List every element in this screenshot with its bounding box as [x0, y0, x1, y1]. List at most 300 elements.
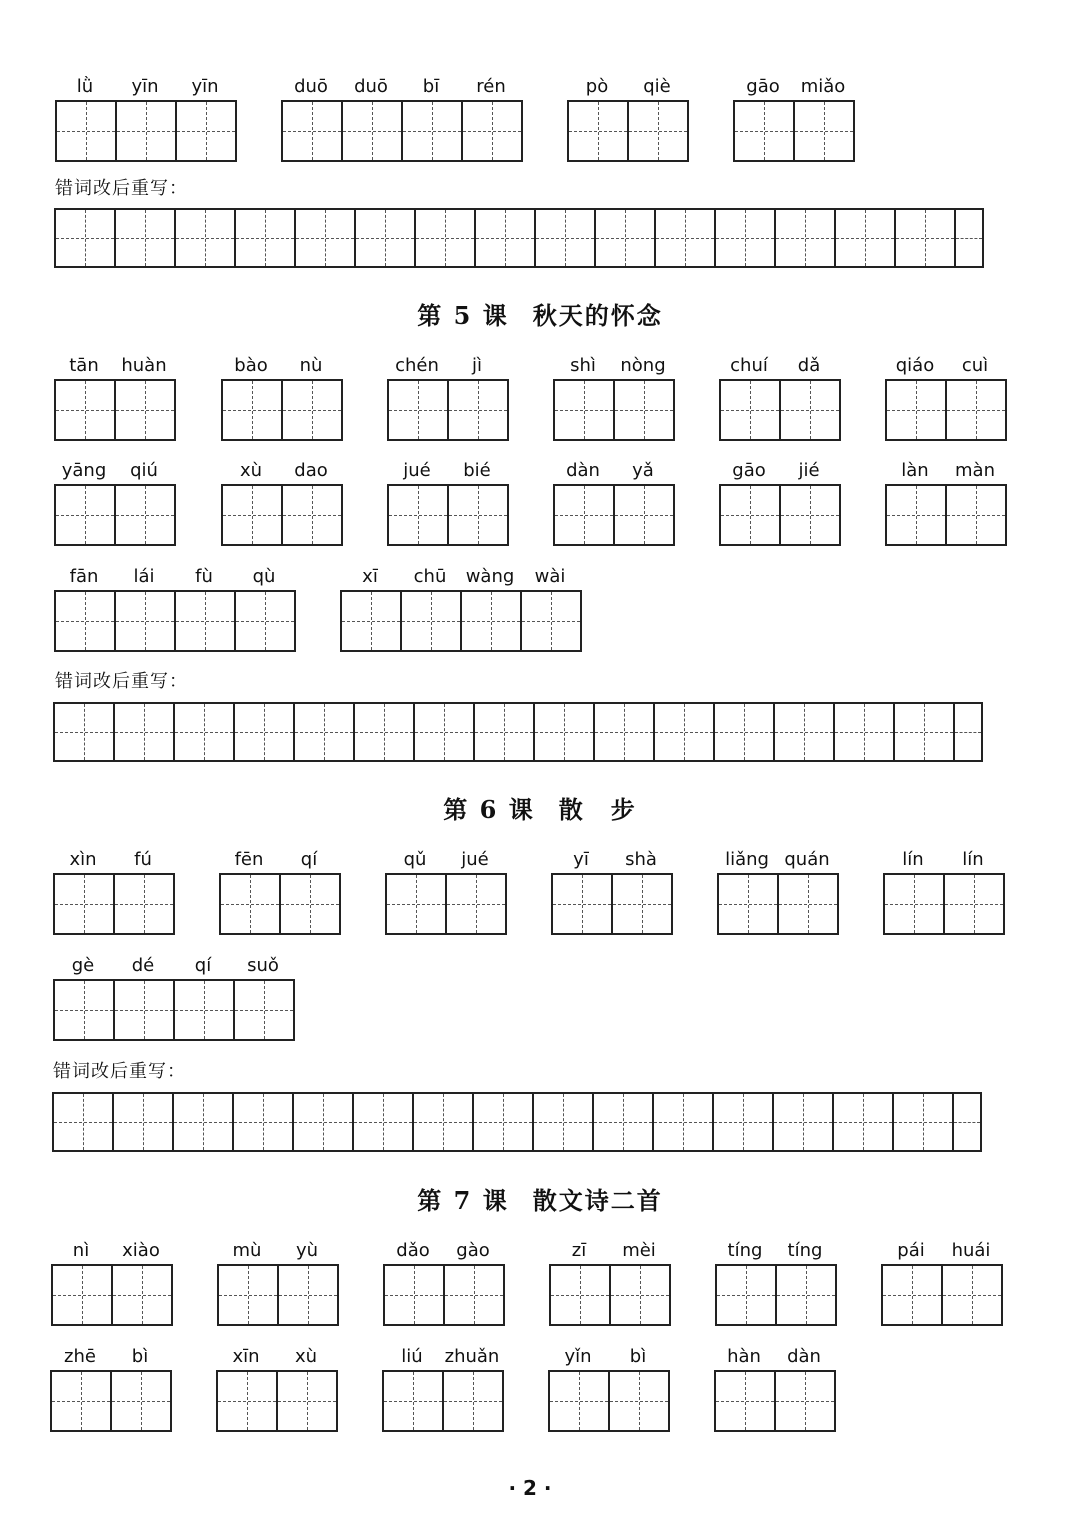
writing-cell[interactable]: [534, 1094, 594, 1150]
pinyin: gè: [71, 955, 95, 976]
writing-grid[interactable]: [567, 100, 689, 162]
writing-cell[interactable]: [55, 875, 115, 933]
pinyin: qù: [252, 566, 276, 587]
pinyin: wài: [534, 566, 566, 587]
pinyin: liǎng: [725, 849, 769, 870]
word-group: [387, 353, 509, 441]
pinyin: jué: [461, 849, 489, 870]
rewrite-label: 错词改后重写：: [55, 178, 188, 199]
writing-cell[interactable]: [947, 486, 1005, 544]
writing-grid[interactable]: [714, 1370, 836, 1432]
pinyin: shì: [570, 355, 596, 376]
writing-grid[interactable]: [883, 873, 1005, 935]
writing-grid[interactable]: [50, 1370, 172, 1432]
pinyin: huái: [951, 1240, 991, 1261]
pinyin: yīn: [191, 76, 219, 97]
pinyin: fēn: [234, 849, 264, 870]
pinyin-row: [281, 74, 523, 100]
writing-cell[interactable]: [115, 875, 173, 933]
page-number: · 2 ·: [508, 1476, 552, 1500]
writing-cell[interactable]: [836, 210, 896, 266]
pinyin: nù: [299, 355, 323, 376]
writing-cell[interactable]: [112, 1372, 170, 1430]
word-group: [551, 847, 673, 935]
pinyin-row: [55, 74, 237, 100]
writing-cell[interactable]: [415, 704, 475, 760]
pinyin: zhē: [64, 1346, 96, 1367]
pinyin: liú: [401, 1346, 423, 1367]
writing-cell[interactable]: [714, 1094, 774, 1150]
writing-cell[interactable]: [283, 486, 341, 544]
word-group: [717, 847, 839, 935]
pinyin: suǒ: [247, 955, 279, 976]
writing-cell[interactable]: [236, 592, 294, 650]
pinyin-row: [567, 74, 689, 100]
writing-cell[interactable]: [594, 1094, 654, 1150]
pinyin: dàn: [566, 460, 600, 481]
word-group: [567, 74, 689, 162]
writing-cell[interactable]: [174, 1094, 234, 1150]
pinyin: chū: [413, 566, 447, 587]
writing-cell[interactable]: [115, 704, 175, 760]
writing-cell[interactable]: [779, 875, 837, 933]
writing-cell[interactable]: [550, 1372, 610, 1430]
pinyin: cuì: [961, 355, 989, 376]
writing-grid[interactable]: [216, 1370, 338, 1432]
pinyin: màn: [955, 460, 995, 481]
writing-cell[interactable]: [221, 875, 281, 933]
pinyin: mèi: [622, 1240, 656, 1261]
writing-cell[interactable]: [615, 381, 673, 439]
pinyin: yǎ: [632, 460, 654, 481]
pinyin: zī: [571, 1240, 587, 1261]
writing-cell[interactable]: [116, 486, 174, 544]
pinyin: bì: [629, 1346, 647, 1367]
writing-cell[interactable]: [954, 1094, 980, 1150]
writing-grid[interactable]: [553, 379, 675, 441]
pinyin: lái: [133, 566, 155, 587]
writing-cell[interactable]: [716, 210, 776, 266]
word-group: [53, 847, 175, 935]
pinyin: dàn: [787, 1346, 821, 1367]
lesson-title: [0, 790, 1080, 825]
pinyin: dé: [131, 955, 155, 976]
writing-cell[interactable]: [795, 102, 853, 160]
lesson-name: 秋天的怀念: [532, 301, 663, 330]
writing-cell[interactable]: [775, 704, 835, 760]
word-group: [217, 1238, 339, 1326]
pinyin: duō: [354, 76, 388, 97]
writing-cell[interactable]: [474, 1094, 534, 1150]
word-group: [553, 458, 675, 546]
writing-cell[interactable]: [776, 1372, 834, 1430]
writing-cell[interactable]: [475, 704, 535, 760]
writing-cell[interactable]: [447, 875, 505, 933]
writing-cell[interactable]: [389, 381, 449, 439]
word-group: [387, 458, 509, 546]
pinyin: dǎo: [396, 1240, 430, 1261]
writing-cell[interactable]: [535, 704, 595, 760]
writing-cell[interactable]: [445, 1266, 503, 1324]
pinyin: xìn: [69, 849, 97, 870]
pinyin: quán: [784, 849, 830, 870]
writing-cell[interactable]: [414, 1094, 474, 1150]
writing-cell[interactable]: [777, 1266, 835, 1324]
word-group: [221, 458, 343, 546]
writing-grid[interactable]: [387, 379, 509, 441]
writing-cell[interactable]: [236, 210, 296, 266]
pinyin: tíng: [727, 1240, 763, 1261]
pinyin: tān: [69, 355, 99, 376]
pinyin: shà: [625, 849, 657, 870]
pinyin: tíng: [787, 1240, 823, 1261]
pinyin: gào: [456, 1240, 490, 1261]
writing-cell[interactable]: [596, 210, 656, 266]
word-group: [385, 847, 507, 935]
writing-grid[interactable]: [340, 590, 582, 652]
writing-cell[interactable]: [176, 210, 236, 266]
pinyin: fān: [69, 566, 99, 587]
writing-grid[interactable]: [54, 484, 176, 546]
writing-cell[interactable]: [56, 592, 116, 650]
pinyin: yāng: [61, 460, 107, 481]
pinyin: yǐn: [564, 1346, 592, 1367]
writing-grid[interactable]: [385, 873, 507, 935]
writing-cell[interactable]: [176, 592, 236, 650]
word-group: [883, 847, 1005, 935]
writing-cell[interactable]: [717, 1266, 777, 1324]
writing-cell[interactable]: [462, 592, 522, 650]
pinyin: fù: [195, 566, 213, 587]
writing-cell[interactable]: [175, 981, 235, 1039]
writing-cell[interactable]: [116, 210, 176, 266]
rewrite-grid[interactable]: [52, 1092, 982, 1152]
pinyin: rén: [476, 76, 506, 97]
pinyin-row: [733, 74, 855, 100]
writing-cell[interactable]: [57, 102, 117, 160]
writing-cell[interactable]: [402, 592, 462, 650]
writing-grid[interactable]: [551, 873, 673, 935]
writing-grid[interactable]: [717, 873, 839, 935]
pinyin: pò: [585, 76, 609, 97]
writing-cell[interactable]: [955, 704, 981, 760]
writing-grid[interactable]: [881, 1264, 1003, 1326]
writing-cell[interactable]: [449, 381, 507, 439]
writing-cell[interactable]: [719, 875, 779, 933]
writing-cell[interactable]: [283, 381, 341, 439]
pinyin: bī: [422, 76, 440, 97]
pinyin: nì: [72, 1240, 90, 1261]
pinyin: miǎo: [800, 76, 846, 97]
writing-cell[interactable]: [219, 1266, 279, 1324]
pinyin: qiè: [643, 76, 671, 97]
writing-grid[interactable]: [719, 379, 841, 441]
word-group: [50, 1344, 172, 1432]
pinyin: fú: [134, 849, 152, 870]
pinyin: qiáo: [895, 355, 935, 376]
lesson-number: 第 6 课: [443, 795, 535, 824]
writing-cell[interactable]: [55, 704, 115, 760]
writing-grid[interactable]: [719, 484, 841, 546]
word-group: [719, 458, 841, 546]
writing-cell[interactable]: [387, 875, 447, 933]
writing-cell[interactable]: [947, 381, 1005, 439]
lesson-name: 散文诗二首: [532, 1186, 663, 1215]
word-group: [53, 953, 295, 1041]
writing-cell[interactable]: [115, 981, 175, 1039]
pinyin: mù: [232, 1240, 262, 1261]
writing-cell[interactable]: [116, 592, 176, 650]
writing-cell[interactable]: [384, 1372, 444, 1430]
writing-cell[interactable]: [385, 1266, 445, 1324]
writing-cell[interactable]: [721, 381, 781, 439]
word-group: [881, 1238, 1003, 1326]
writing-cell[interactable]: [56, 210, 116, 266]
pinyin: gāo: [732, 460, 766, 481]
writing-grid[interactable]: [383, 1264, 505, 1326]
word-group: [383, 1238, 505, 1326]
writing-cell[interactable]: [389, 486, 449, 544]
writing-cell[interactable]: [117, 102, 177, 160]
writing-cell[interactable]: [885, 875, 945, 933]
word-group: [216, 1344, 338, 1432]
writing-grid[interactable]: [221, 379, 343, 441]
writing-cell[interactable]: [354, 1094, 414, 1150]
pinyin: lín: [902, 849, 924, 870]
writing-cell[interactable]: [175, 704, 235, 760]
pinyin: duō: [294, 76, 328, 97]
lesson-number: 第 5 课: [417, 301, 509, 330]
word-group: [714, 1344, 836, 1432]
pinyin: yī: [573, 849, 589, 870]
writing-cell[interactable]: [943, 1266, 1001, 1324]
rewrite-grid[interactable]: [53, 702, 983, 762]
writing-grid[interactable]: [387, 484, 509, 546]
writing-cell[interactable]: [223, 486, 283, 544]
lesson-title: [0, 1181, 1080, 1216]
writing-cell[interactable]: [656, 210, 716, 266]
rewrite-grid[interactable]: [54, 208, 984, 268]
writing-grid[interactable]: [55, 100, 237, 162]
writing-cell[interactable]: [735, 102, 795, 160]
word-group: [219, 847, 341, 935]
writing-cell[interactable]: [278, 1372, 336, 1430]
writing-cell[interactable]: [281, 875, 339, 933]
writing-grid[interactable]: [53, 979, 295, 1041]
writing-cell[interactable]: [403, 102, 463, 160]
word-group: [549, 1238, 671, 1326]
writing-cell[interactable]: [234, 1094, 294, 1150]
writing-cell[interactable]: [610, 1372, 668, 1430]
pinyin: xù: [294, 1346, 318, 1367]
writing-cell[interactable]: [887, 486, 947, 544]
pinyin: jié: [798, 460, 820, 481]
pinyin: wàng: [465, 566, 515, 587]
word-group: [382, 1344, 504, 1432]
writing-cell[interactable]: [342, 592, 402, 650]
pinyin: chén: [395, 355, 439, 376]
word-group: [54, 353, 176, 441]
pinyin: bào: [234, 355, 268, 376]
writing-grid[interactable]: [733, 100, 855, 162]
pinyin: jì: [471, 355, 482, 376]
writing-cell[interactable]: [887, 381, 947, 439]
writing-cell[interactable]: [283, 102, 343, 160]
writing-cell[interactable]: [895, 704, 955, 760]
writing-cell[interactable]: [883, 1266, 943, 1324]
word-group: [51, 1238, 173, 1326]
word-group: [733, 74, 855, 162]
writing-cell[interactable]: [223, 381, 283, 439]
writing-cell[interactable]: [463, 102, 521, 160]
writing-cell[interactable]: [476, 210, 536, 266]
writing-grid[interactable]: [51, 1264, 173, 1326]
pinyin: xiào: [122, 1240, 160, 1261]
pinyin: dǎ: [797, 355, 821, 376]
writing-cell[interactable]: [654, 1094, 714, 1150]
writing-cell[interactable]: [56, 486, 116, 544]
pinyin: lín: [962, 849, 984, 870]
pinyin: hàn: [727, 1346, 761, 1367]
writing-cell[interactable]: [894, 1094, 954, 1150]
writing-grid[interactable]: [885, 484, 1007, 546]
word-group: [885, 353, 1007, 441]
writing-cell[interactable]: [615, 486, 673, 544]
writing-cell[interactable]: [536, 210, 596, 266]
writing-grid[interactable]: [221, 484, 343, 546]
rewrite-label: 错词改后重写：: [55, 671, 188, 692]
pinyin: bì: [131, 1346, 149, 1367]
word-group: [885, 458, 1007, 546]
pinyin: qiú: [130, 460, 158, 481]
writing-grid[interactable]: [54, 590, 296, 652]
word-group: [715, 1238, 837, 1326]
writing-cell[interactable]: [356, 210, 416, 266]
writing-cell[interactable]: [956, 210, 982, 266]
writing-cell[interactable]: [54, 1094, 114, 1150]
writing-grid[interactable]: [54, 379, 176, 441]
writing-grid[interactable]: [53, 873, 175, 935]
writing-grid[interactable]: [548, 1370, 670, 1432]
writing-cell[interactable]: [776, 210, 836, 266]
pinyin: huàn: [121, 355, 167, 376]
word-group: [340, 564, 582, 652]
writing-cell[interactable]: [834, 1094, 894, 1150]
writing-cell[interactable]: [53, 1266, 113, 1324]
pinyin: lǜ: [76, 76, 94, 97]
writing-cell[interactable]: [715, 704, 775, 760]
writing-cell[interactable]: [781, 381, 839, 439]
writing-grid[interactable]: [219, 873, 341, 935]
writing-grid[interactable]: [885, 379, 1007, 441]
writing-grid[interactable]: [217, 1264, 339, 1326]
pinyin: jué: [403, 460, 431, 481]
writing-cell[interactable]: [177, 102, 235, 160]
pinyin: bié: [463, 460, 491, 481]
writing-cell[interactable]: [52, 1372, 112, 1430]
pinyin: gāo: [746, 76, 780, 97]
writing-cell[interactable]: [116, 381, 174, 439]
writing-cell[interactable]: [551, 1266, 611, 1324]
writing-cell[interactable]: [55, 981, 115, 1039]
writing-cell[interactable]: [294, 1094, 354, 1150]
writing-cell[interactable]: [655, 704, 715, 760]
writing-cell[interactable]: [835, 704, 895, 760]
writing-cell[interactable]: [295, 704, 355, 760]
writing-cell[interactable]: [611, 1266, 669, 1324]
lesson-name: 散 步: [558, 795, 637, 824]
writing-cell[interactable]: [449, 486, 507, 544]
writing-cell[interactable]: [444, 1372, 502, 1430]
writing-cell[interactable]: [553, 875, 613, 933]
lesson-number: 第 7 课: [417, 1186, 509, 1215]
word-group: [553, 353, 675, 441]
pinyin: yù: [295, 1240, 319, 1261]
writing-cell[interactable]: [416, 210, 476, 266]
writing-cell[interactable]: [716, 1372, 776, 1430]
writing-cell[interactable]: [114, 1094, 174, 1150]
writing-cell[interactable]: [235, 981, 293, 1039]
writing-cell[interactable]: [945, 875, 1003, 933]
pinyin: dao: [294, 460, 328, 481]
word-group: [221, 353, 343, 441]
pinyin: xī: [362, 566, 378, 587]
writing-cell[interactable]: [595, 704, 655, 760]
word-group: [54, 564, 296, 652]
writing-cell[interactable]: [774, 1094, 834, 1150]
word-group: [719, 353, 841, 441]
writing-cell[interactable]: [113, 1266, 171, 1324]
writing-grid[interactable]: [715, 1264, 837, 1326]
writing-cell[interactable]: [555, 486, 615, 544]
writing-cell[interactable]: [235, 704, 295, 760]
writing-cell[interactable]: [721, 486, 781, 544]
pinyin: pái: [897, 1240, 925, 1261]
writing-cell[interactable]: [279, 1266, 337, 1324]
writing-cell[interactable]: [896, 210, 956, 266]
word-group: [281, 74, 523, 162]
writing-grid[interactable]: [553, 484, 675, 546]
writing-cell[interactable]: [569, 102, 629, 160]
writing-cell[interactable]: [56, 381, 116, 439]
writing-cell[interactable]: [781, 486, 839, 544]
pinyin: chuí: [730, 355, 768, 376]
writing-cell[interactable]: [522, 592, 580, 650]
writing-grid[interactable]: [549, 1264, 671, 1326]
writing-cell[interactable]: [555, 381, 615, 439]
pinyin: yīn: [131, 76, 159, 97]
word-group: [55, 74, 237, 162]
lesson-title: [0, 296, 1080, 331]
writing-grid[interactable]: [281, 100, 523, 162]
pinyin: xīn: [232, 1346, 260, 1367]
writing-cell[interactable]: [613, 875, 671, 933]
writing-cell[interactable]: [355, 704, 415, 760]
pinyin: nòng: [620, 355, 666, 376]
pinyin: qí: [300, 849, 318, 870]
pinyin: qǔ: [403, 849, 427, 870]
pinyin: làn: [901, 460, 929, 481]
word-group: [54, 458, 176, 546]
writing-cell[interactable]: [296, 210, 356, 266]
pinyin: qí: [194, 955, 212, 976]
writing-cell[interactable]: [218, 1372, 278, 1430]
writing-cell[interactable]: [343, 102, 403, 160]
writing-cell[interactable]: [629, 102, 687, 160]
pinyin: zhuǎn: [444, 1346, 500, 1367]
pinyin: xù: [239, 460, 263, 481]
writing-grid[interactable]: [382, 1370, 504, 1432]
